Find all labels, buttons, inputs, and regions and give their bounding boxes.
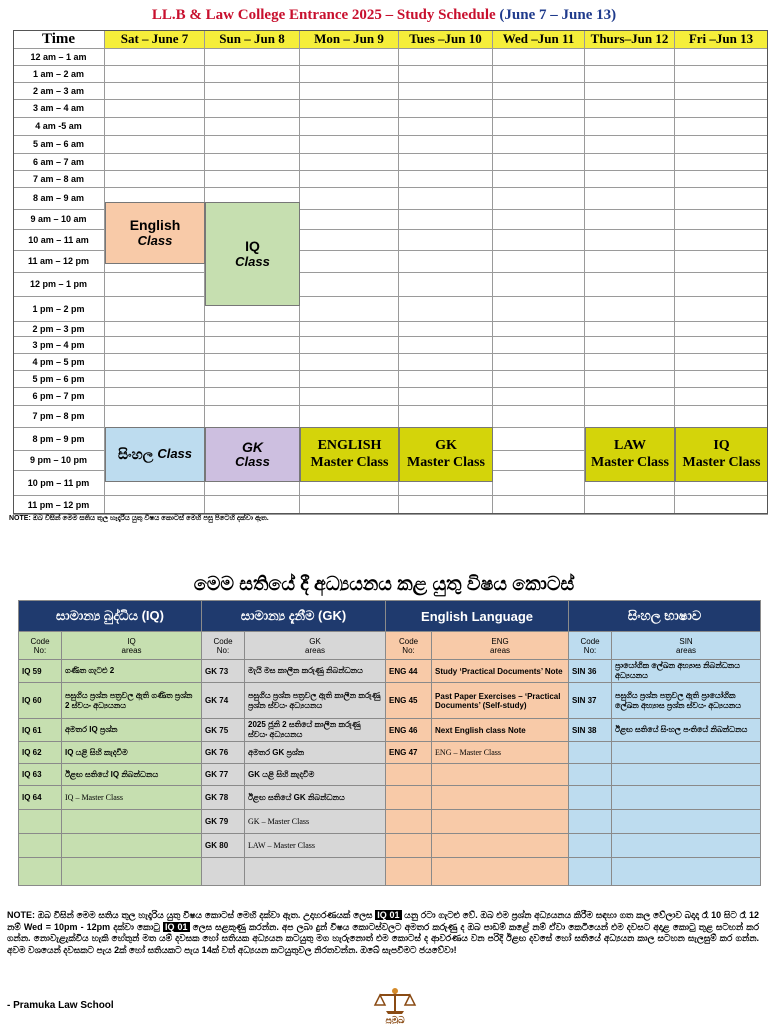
time-slot-label: 8 am – 9 am <box>32 193 85 203</box>
schedule-frame <box>13 30 768 514</box>
eng-area-header: ENG areas <box>432 632 569 660</box>
sin-area-cell <box>612 858 761 886</box>
subject-row <box>19 810 761 834</box>
iq-area-cell <box>62 810 202 834</box>
time-slot-label: 1 pm – 2 pm <box>32 303 85 314</box>
iq-area-cell: IQ යළි සිහි කැදවීම <box>62 742 202 764</box>
note-code-highlight-1: IQ 01 <box>377 910 400 920</box>
time-slot-label: 9 am – 10 am <box>30 214 87 224</box>
time-slot-label: 3 am – 4 am <box>32 103 85 113</box>
gk-code-cell: GK 75 <box>202 719 245 742</box>
block-label: LAW <box>614 438 646 454</box>
gk-area-header: GK areas <box>245 632 386 660</box>
schedule-grid <box>13 30 768 514</box>
gk-area-cell: ඊළඟ සතියේ GK නිබන්ධනය <box>245 786 386 810</box>
sin-area-cell: ඊළඟ සතියේ සිංහල පංතියේ නිබන්ධනය <box>612 719 761 742</box>
gk-area-cell <box>245 858 386 886</box>
sin-code-cell <box>569 858 612 886</box>
iq-code-cell: IQ 61 <box>19 719 62 742</box>
time-slot-label: 12 am – 1 am <box>30 51 87 62</box>
time-header: Time <box>13 30 104 48</box>
block-sublabel: Master Class <box>407 454 485 470</box>
subject-row <box>19 719 761 742</box>
eng-code-cell: ENG 45 <box>386 683 432 719</box>
sin-area-cell: ප්‍රායෝගික ලේඛන අභ්‍යාස නිබන්ධනය අධ්‍යයනය <box>612 660 761 683</box>
gk-code-cell: GK 80 <box>202 834 245 858</box>
time-slot-label: 7 am – 8 am <box>32 173 85 184</box>
time-slot-label: 7 pm – 8 pm <box>32 411 85 421</box>
time-slot-label: 9 pm – 10 pm <box>29 455 88 465</box>
iq-code-cell: IQ 62 <box>19 742 62 764</box>
sin-code-cell <box>569 786 612 810</box>
gk-code-cell: GK 76 <box>202 742 245 764</box>
block-label: GK <box>435 438 457 454</box>
eng-code-cell <box>386 786 432 810</box>
eng-area-cell <box>432 764 569 786</box>
gk-code-cell: GK 77 <box>202 764 245 786</box>
title-main: LL.B & Law College Entrance 2025 – Study Schedule <box>151 7 496 23</box>
eng-area-cell: Study ‘Practical Documents’ Note <box>432 660 569 683</box>
eng-code-cell <box>386 764 432 786</box>
eng-area-cell <box>432 858 569 886</box>
subject-heading: මෙම සතියේ දී අධ්‍යයනය කළ යුතු විෂය කොටස් <box>193 574 575 595</box>
eng-code-cell <box>386 810 432 834</box>
iq-code-cell: IQ 59 <box>19 660 62 683</box>
iq-code-cell <box>19 858 62 886</box>
iq-code-cell <box>19 810 62 834</box>
time-slot-label: 11 am – 12 pm <box>27 256 90 266</box>
block-label: English <box>129 217 181 234</box>
iq-area-cell <box>62 834 202 858</box>
sin-area-cell <box>612 764 761 786</box>
block-label: IQ <box>245 238 260 255</box>
schedule-note: NOTE: ඔබ විසින් මෙම සතිය තුල හැදෑරිය යුතු විෂය කොටස් මෙහි පසු පිටෙහි දක්වා ඇත. <box>9 515 269 522</box>
eng-code-cell <box>386 858 432 886</box>
eng-code-cell: ENG 47 <box>386 742 432 764</box>
sin-code-cell: SIN 38 <box>569 719 612 742</box>
signature: - Pramuka Law School <box>7 1000 114 1011</box>
school-logo <box>366 987 424 1024</box>
block-sublabel: Master Class <box>310 454 389 470</box>
subject-row <box>19 786 761 810</box>
note-text-3: ලෙස සළකුණු කරන්න. අප ලබා දුන් විෂය කොටස්වලට අමතර කරුණු ද ඔබ පාඩම් කළේ නම් ඒවා කෙටියෙන් එම දවසට අදාළ කොටු තුළ සටහන් කර ගන්න. නොවැළැක්විය හැකි හේතුන් මත යම් දවසක හෝ සතියක අධ්‍යයන කටයුතු මග හැරුනොත් එම කොටස් ද ආවරණය වන පරිදි ඊළඟ දවසේ හෝ සතියේ අධ්‍යයන කාල සටහන සැලසුම් කර ගන්න. අවම වශයෙන් දවසකට පැය 2ක් හෝ සතියකට පැය 14ක් වත් අධ්‍යයන කටයුතුවල නිරතවන්න. ඔබේ සැපවිමට ජයවේවා! <box>7 921 760 956</box>
time-slot-label: 6 am – 7 am <box>32 156 85 167</box>
subject-row <box>19 834 761 858</box>
eng-code-cell: ENG 46 <box>386 719 432 742</box>
page-title <box>0 7 768 24</box>
time-slot-label: 1 am – 2 am <box>32 68 85 79</box>
subject-row <box>19 764 761 786</box>
time-slot-label: 10 am – 11 am <box>28 234 89 245</box>
subject-row <box>19 858 761 886</box>
block-label: සිංහල <box>117 446 154 463</box>
time-slot-label: 3 pm – 4 pm <box>32 339 85 350</box>
gk-area-cell: මැයි මස කාලීන කරුණු නිබන්ධනය <box>245 660 386 683</box>
gk-area-cell: GK – Master Class <box>245 810 386 834</box>
sin-code-cell: SIN 36 <box>569 660 612 683</box>
iq-area-cell: පසුගිය ප්‍රශ්න පත්‍රවල ඇති ගණිත ප්‍රශ්න 2 ස්වයං අධ්‍යයනය <box>62 683 202 719</box>
column-title-gk: සාමාන්‍ය දැනීම (GK) <box>202 601 386 632</box>
time-slot-label: 5 pm – 6 pm <box>32 373 85 384</box>
gk-code-cell: GK 73 <box>202 660 245 683</box>
iq-area-cell: ගණිත ගැටළු 2 <box>62 660 202 683</box>
subject-row <box>19 742 761 764</box>
block-sublabel: Master Class <box>591 454 669 470</box>
block-sublabel: Master Class <box>682 454 761 470</box>
scales-of-justice-icon <box>366 987 424 1024</box>
eng-area-cell: Next English class Note <box>432 719 569 742</box>
iq-code-cell: IQ 63 <box>19 764 62 786</box>
sin-code-cell <box>569 764 612 786</box>
time-slot-label: 12 pm – 1 pm <box>29 279 88 289</box>
iq-area-cell: IQ – Master Class <box>62 786 202 810</box>
block-sublabel: Class <box>157 446 193 462</box>
day-header-sun: Sun – Jun 8 <box>205 30 299 48</box>
sin-code-cell <box>569 810 612 834</box>
eng-area-cell: Past Paper Exercises – ‘Practical Documents’ (Self-study) <box>432 683 569 719</box>
time-slot-label: 4 pm – 5 pm <box>32 356 85 367</box>
subject-row <box>19 660 761 683</box>
iq-area-cell <box>62 858 202 886</box>
time-slot-label: 4 am -5 am <box>35 121 82 131</box>
time-slot-label: 8 pm – 9 pm <box>32 433 85 444</box>
sin-area-cell <box>612 742 761 764</box>
instructions-note <box>7 910 759 957</box>
iq-code-cell: IQ 60 <box>19 683 62 719</box>
gk-area-cell: අමතර GK ප්‍රශ්න <box>245 742 386 764</box>
note-text-1: NOTE: ඔබ විසින් මෙම සතිය තුල හැදෑරිය යුතු විෂය කොටස් මෙහි දක්වා ඇත. උදාහරණයක් ලෙස <box>7 910 376 920</box>
iq-area-cell: අමතර IQ ප්‍රශ්න <box>62 719 202 742</box>
time-slot-label: 5 am – 6 am <box>32 139 85 149</box>
subject-table <box>18 600 760 886</box>
eng-area-cell <box>432 810 569 834</box>
sin-area-cell <box>612 834 761 858</box>
sin-area-header: SIN areas <box>612 632 761 660</box>
column-title-iq: සාමාන්‍ය බුද්ධිය (IQ) <box>19 601 202 632</box>
gk-area-cell: 2025 ජූනි 2 සතියේ කාලීන කරුණු ස්වයං අධ්‍යයනය <box>245 719 386 742</box>
sin-code-cell: SIN 37 <box>569 683 612 719</box>
block-sublabel: Class <box>235 454 270 470</box>
time-slot-label: 2 am – 3 am <box>32 85 85 96</box>
gk-area-cell: GK යළි සිහි කැදවීම <box>245 764 386 786</box>
day-header-wed: Wed –Jun 11 <box>493 30 584 48</box>
iq-code-cell: IQ 64 <box>19 786 62 810</box>
eng-area-cell <box>432 834 569 858</box>
note-code-highlight-2: IQ 01 <box>164 921 188 932</box>
day-header-thu: Thurs–Jun 12 <box>585 30 674 48</box>
time-slot-label: 2 pm – 3 pm <box>32 323 85 334</box>
subject-rows <box>19 660 761 886</box>
gk-area-cell: පසුගිය ප්‍රශ්න පත්‍රවල ඇති කාලීන කරුණු ප්‍රශ්න ස්වයං අධ්‍යයනය <box>245 683 386 719</box>
sin-area-cell <box>612 786 761 810</box>
column-title-eng: English Language <box>386 601 569 632</box>
block-label: ENGLISH <box>317 438 382 454</box>
block-sublabel: Class <box>235 253 270 269</box>
sin-area-cell <box>612 810 761 834</box>
note-text-2: යනු රටා ගැටළු වේ. ඔබ එම ප්‍රශ්න අධ්‍යයනය කිරීම සඳහා ගත කල වේලාව බදාදා රෑ 10 සිට රෑ 12 නම් Wed = 10pm - 12pm දක්වා කොටු <box>7 910 759 932</box>
gk-code-cell: GK 78 <box>202 786 245 810</box>
eng-code-cell: ENG 44 <box>386 660 432 683</box>
subject-row <box>19 683 761 719</box>
column-title-sin: සිංහල භාෂාව <box>569 601 761 632</box>
time-slot-label: 10 pm – 11 pm <box>27 477 90 488</box>
gk-code-cell: GK 79 <box>202 810 245 834</box>
eng-area-cell: ENG – Master Class <box>432 742 569 764</box>
sin-code-cell <box>569 834 612 858</box>
eng-code-cell <box>386 834 432 858</box>
gk-code-header: Code No: <box>202 632 245 660</box>
sin-area-cell: පසුගිය ප්‍රශ්න පත්‍රවල ඇති ප්‍රායෝගික ලේඛන අභ්‍යාස ප්‍රශ්න ස්වයං අධ්‍යයනය <box>612 683 761 719</box>
eng-area-cell <box>432 786 569 810</box>
block-sublabel: Class <box>137 232 173 248</box>
day-header-tue: Tues –Jun 10 <box>399 30 492 48</box>
block-label: GK <box>242 438 263 455</box>
sin-code-header: Code No: <box>569 632 612 660</box>
day-header-mon: Mon – Jun 9 <box>300 30 398 48</box>
iq-code-header: Code No: <box>19 632 62 660</box>
eng-code-header: Code No: <box>386 632 432 660</box>
gk-code-cell: GK 74 <box>202 683 245 719</box>
iq-area-cell: ඊළඟ සතියේ IQ නිබන්ධනය <box>62 764 202 786</box>
day-header-fri: Fri –Jun 13 <box>675 30 767 48</box>
iq-code-cell <box>19 834 62 858</box>
title-dates: (June 7 – June 13) <box>499 7 617 23</box>
time-slot-label: 6 pm – 7 pm <box>32 391 85 401</box>
gk-area-cell: LAW – Master Class <box>245 834 386 858</box>
day-header-sat: Sat – June 7 <box>105 30 204 48</box>
sin-code-cell <box>569 742 612 764</box>
gk-code-cell <box>202 858 245 886</box>
iq-area-header: IQ areas <box>62 632 202 660</box>
block-label: IQ <box>713 438 730 454</box>
time-slot-label: 11 pm – 12 pm <box>27 499 90 510</box>
logo-text: ප්‍රමුඛ <box>385 1016 405 1024</box>
